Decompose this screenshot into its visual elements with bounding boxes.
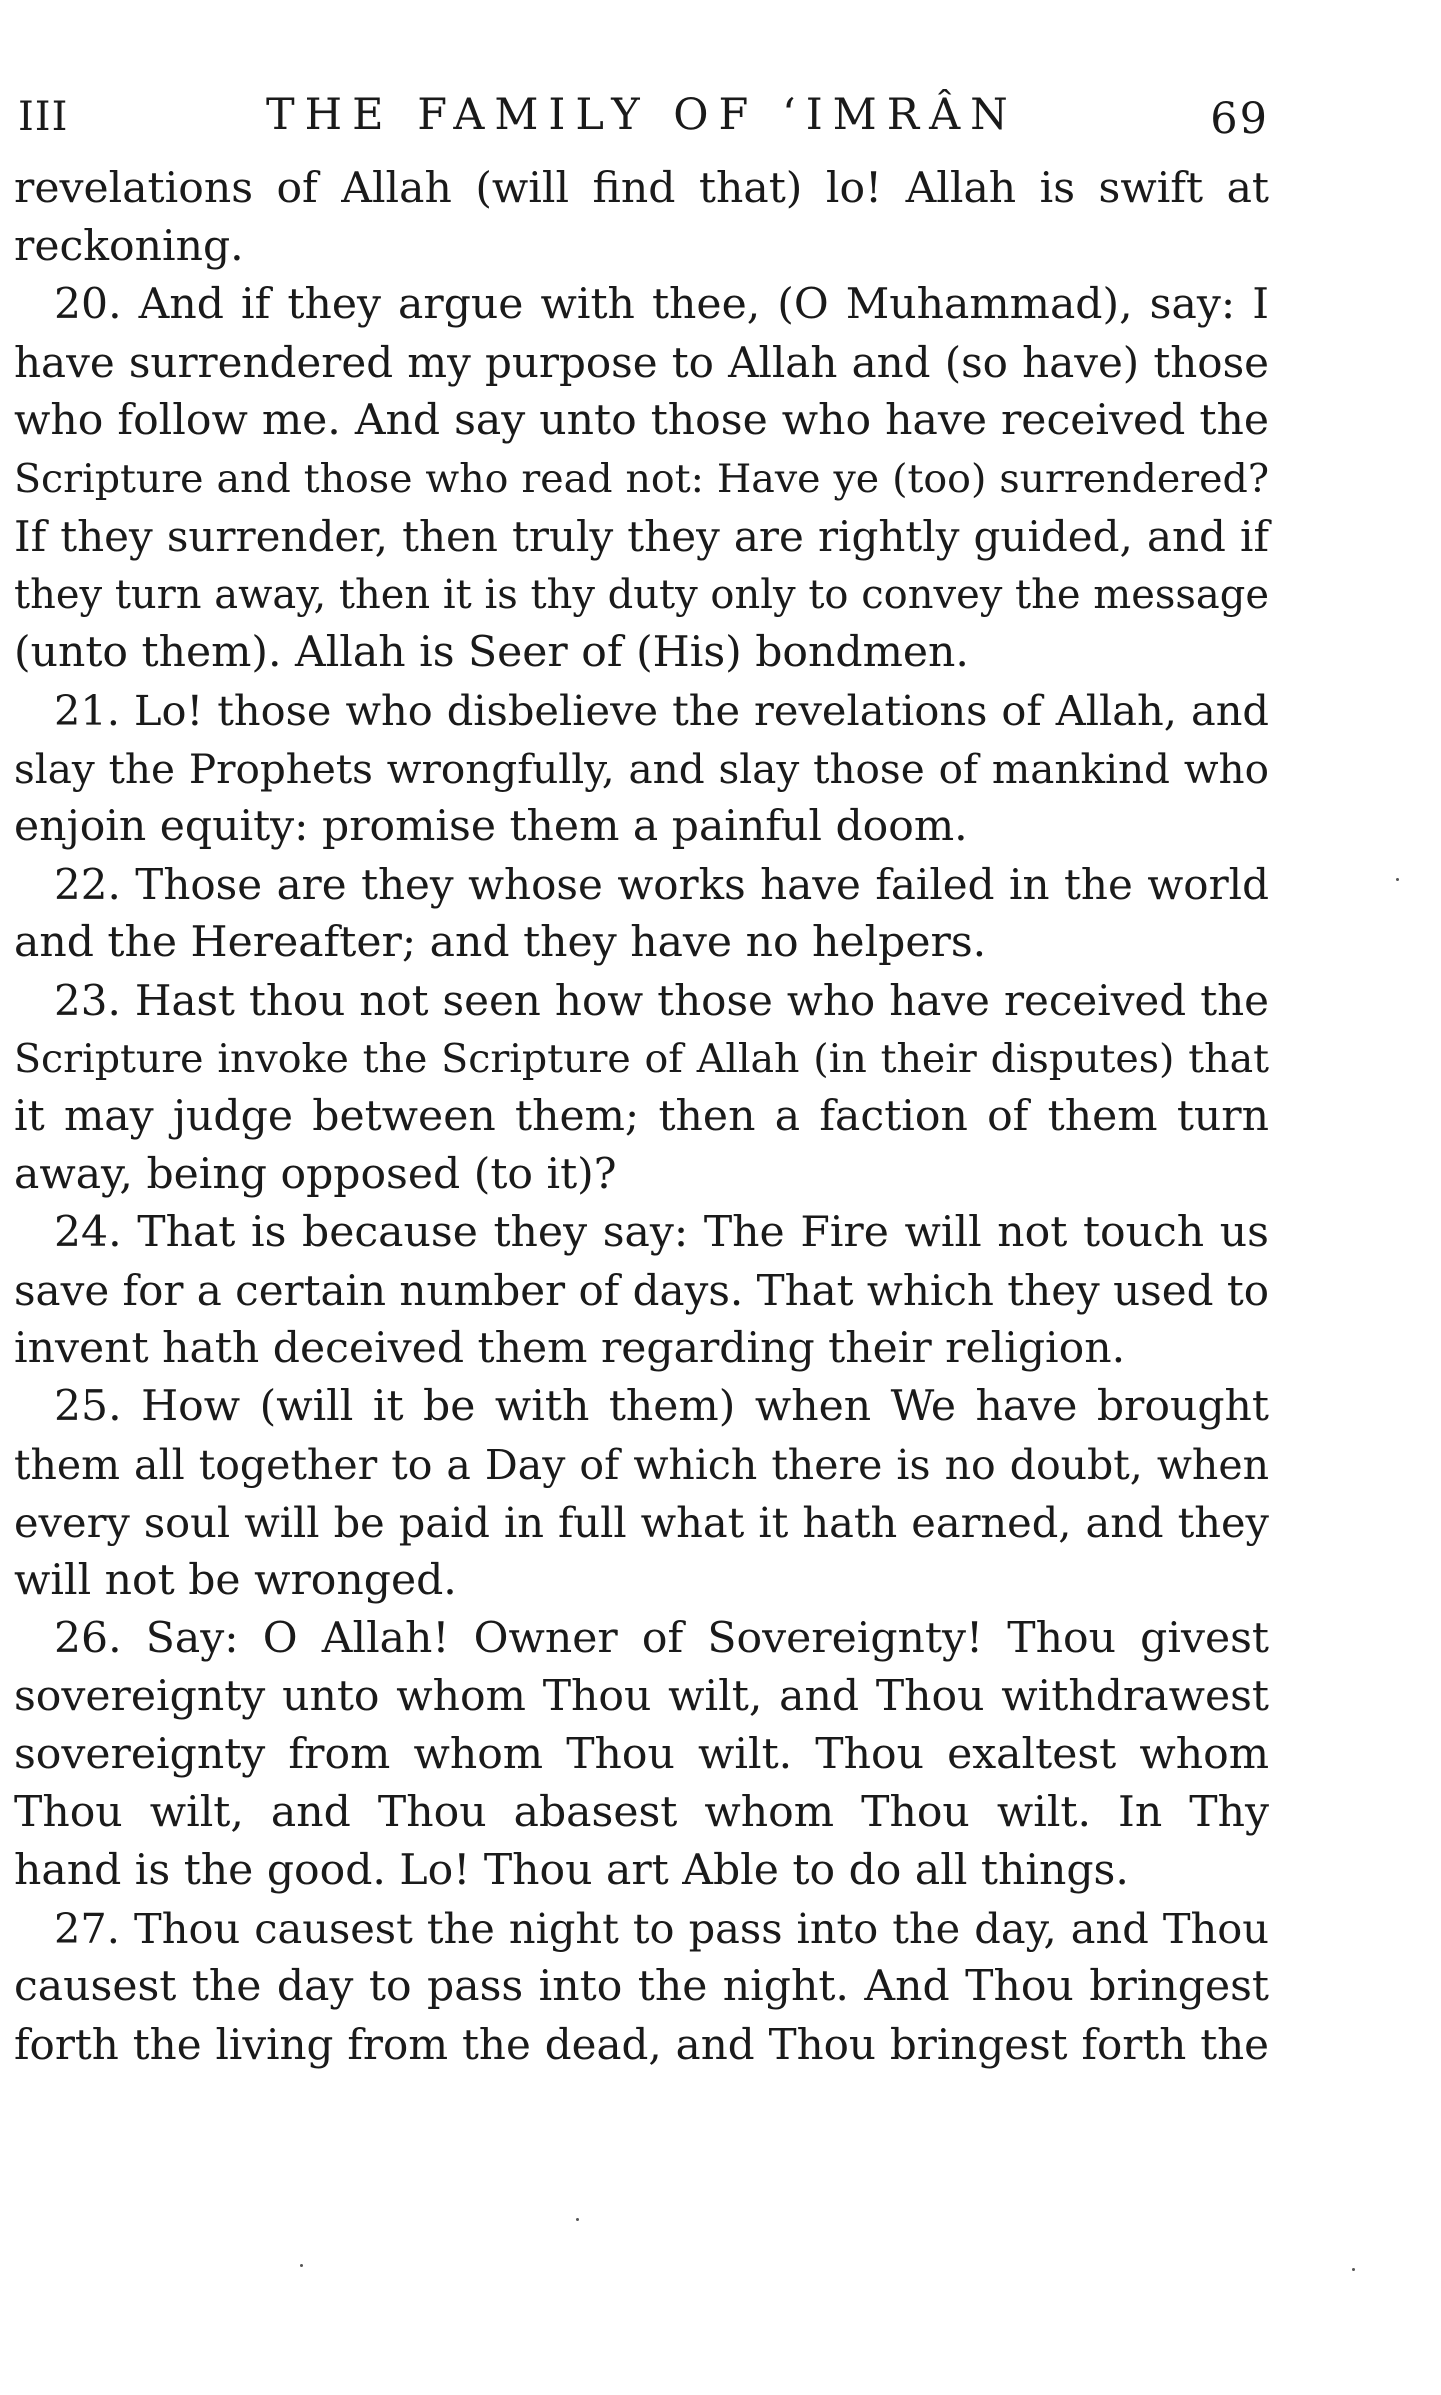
book-page <box>14 90 1269 2074</box>
page-number: 69 <box>1210 94 1269 144</box>
text-line: sovereignty unto whom Thou wilt, and Thou withdrawest <box>14 1672 1269 1721</box>
chapter-title: THE FAMILY OF ‘IMRÂN <box>266 90 1018 140</box>
text-line: 25. How (will it be with them) when We have brought <box>54 1382 1269 1431</box>
text-line: hand is the good. Lo! Thou art Able to do all things. <box>14 1846 1129 1895</box>
text-line: slay the Prophets wrongfully, and slay those of mankind who <box>14 745 1269 793</box>
text-line: who follow me. And say unto those who have received the <box>14 396 1269 445</box>
text-line: have surrendered my purpose to Allah and (so have) those <box>14 338 1269 387</box>
text-line: will not be wronged. <box>14 1556 457 1605</box>
text-line: 24. That is because they say: The Fire will not touch us <box>54 1208 1269 1257</box>
text-line: causest the day to pass into the night. And Thou bringest <box>14 1962 1269 2011</box>
text-line: revelations of Allah (will find that) lo! Allah is swift at <box>14 164 1269 213</box>
text-line: they turn away, then it is thy duty only to convey the message <box>14 572 1270 618</box>
text-line: enjoin equity: promise them a painful doom. <box>14 802 968 851</box>
text-line: sovereignty from whom Thou wilt. Thou exaltest whom <box>14 1730 1269 1779</box>
text-line: save for a certain number of days. That which they used to <box>14 1266 1269 1315</box>
text-line: If they surrender, then truly they are rightly guided, and if <box>14 512 1269 561</box>
text-line: it may judge between them; then a faction of them turn <box>14 1092 1269 1141</box>
text-line: reckoning. <box>14 222 244 271</box>
text-line: 26. Say: O Allah! Owner of Sovereignty! Thou givest <box>54 1614 1269 1663</box>
text-line: away, being opposed (to it)? <box>14 1150 617 1199</box>
text-line: every soul will be paid in full what it hath earned, and they <box>14 1498 1269 1547</box>
text-line: 21. Lo! those who disbelieve the revelations of Allah, and <box>54 686 1269 735</box>
body-text <box>14 160 1269 2074</box>
text-line: forth the living from the dead, and Thou bringest forth the <box>14 2020 1269 2069</box>
running-header <box>14 90 1269 160</box>
text-line: invent hath deceived them regarding their religion. <box>14 1324 1126 1373</box>
text-line: and the Hereafter; and they have no helpers. <box>14 918 987 967</box>
text-line: 23. Hast thou not seen how those who have received the <box>54 976 1269 1025</box>
text-line: 22. Those are they whose works have failed in the world <box>54 860 1269 909</box>
text-line: Thou wilt, and Thou abasest whom Thou wilt. In Thy <box>14 1788 1269 1837</box>
text-line: Scripture and those who read not: Have ye (too) surrendered? <box>14 456 1269 502</box>
text-line: them all together to a Day of which there is no doubt, when <box>14 1441 1269 1489</box>
text-line: (unto them). Allah is Seer of (His) bondmen. <box>14 628 969 677</box>
text-line: 20. And if they argue with thee, (O Muhammad), say: I <box>54 280 1269 329</box>
text-line: Scripture invoke the Scripture of Allah (in their disputes) that <box>14 1036 1269 1082</box>
text-line: 27. Thou causest the night to pass into the day, and Thou <box>54 1904 1269 1953</box>
section-number: III <box>18 94 69 140</box>
